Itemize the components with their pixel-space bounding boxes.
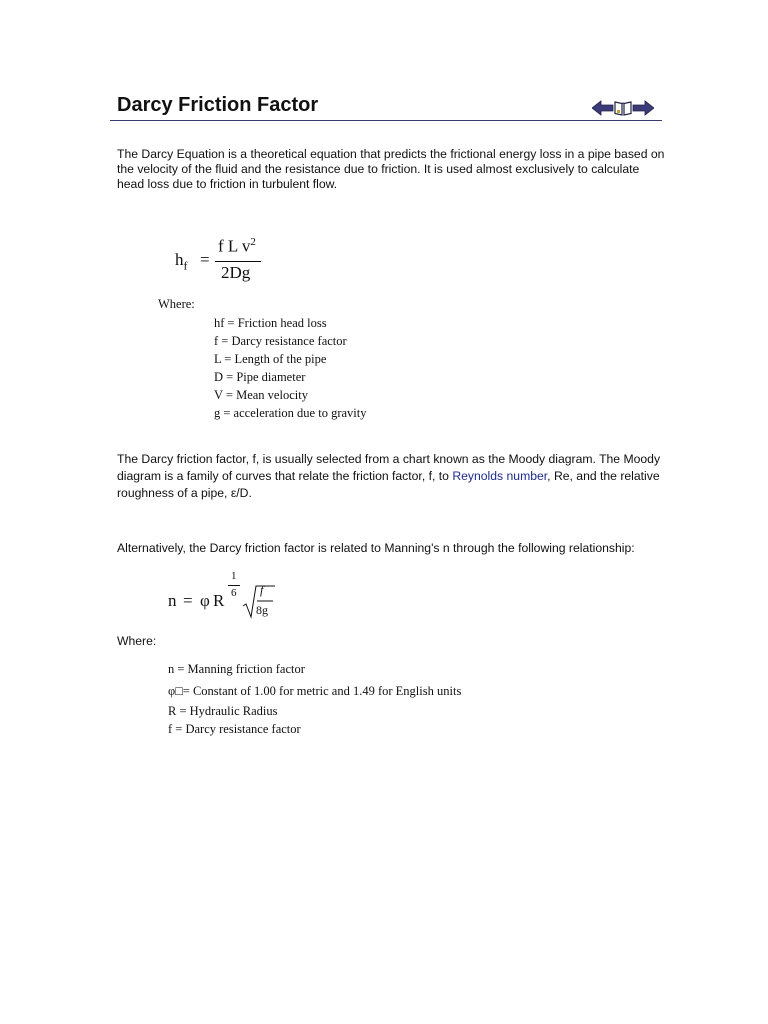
eq-denominator: 2Dg: [221, 263, 251, 282]
list-item: V = Mean velocity: [214, 388, 308, 402]
forward-arrow-icon[interactable]: [632, 100, 654, 121]
reynolds-number-link[interactable]: Reynolds number: [452, 469, 548, 483]
darcy-equation: [170, 232, 280, 288]
eq-numerator: f L $v^2$: [218, 236, 256, 256]
eq-lhs: n: [168, 591, 177, 610]
manning-equation: [168, 570, 288, 622]
nav-buttons: [592, 99, 656, 121]
sqrt-numerator: f: [260, 583, 264, 597]
eq-equals: =: [183, 591, 193, 610]
phi-symbol: φ: [200, 591, 210, 610]
back-arrow-icon[interactable]: [592, 100, 614, 121]
list-item: g = acceleration due to gravity: [214, 406, 367, 420]
list-item: R = Hydraulic Radius: [168, 704, 278, 718]
list-item: f = Darcy resistance factor: [214, 334, 347, 348]
darcy-variable-list: [214, 314, 366, 422]
list-item: L = Length of the pipe: [214, 352, 327, 366]
title-divider: [110, 120, 662, 121]
fraction-bar: [215, 261, 261, 262]
where-label: Where:: [117, 634, 157, 648]
exponent-bar: [228, 585, 240, 586]
where-label: Where:: [158, 297, 195, 311]
exponent-denominator: 6: [231, 587, 237, 599]
hydraulic-radius-symbol: R: [213, 591, 225, 610]
list-item: n = Manning friction factor: [168, 662, 305, 676]
page-title: Darcy Friction Factor: [117, 94, 319, 116]
sqrt-denominator: 8g: [256, 603, 268, 617]
moody-paragraph: The Darcy friction factor, f, is usually selected from a chart known as the Moody diagram. The Moody diagram is a family of curves that relate the friction factor, f, to Reynolds number, Re, and the relative roughness of a pipe, ε/D.: [117, 452, 661, 500]
list-item: φ□= Constant of 1.00 for metric and 1.49 for English units: [168, 684, 462, 698]
list-item: f = Darcy resistance factor: [168, 722, 301, 736]
book-icon[interactable]: [614, 99, 632, 122]
list-item: hf = Friction head loss: [214, 316, 327, 330]
intro-paragraph: The Darcy Equation is a theoretical equation that predicts the frictional energy loss in a pipe based on the velocity of the fluid and the resistance due to friction. It is used almost exclusively to calculate head loss due to friction in turbulent flow.: [117, 147, 665, 191]
manning-variable-list: [168, 660, 461, 738]
manning-intro: Alternatively, the Darcy friction factor is related to Manning's n through the following relationship:: [117, 541, 635, 555]
exponent-numerator: 1: [231, 570, 237, 582]
eq-lhs: $h_f$: [175, 250, 188, 273]
eq-equals: =: [200, 250, 210, 269]
list-item: D = Pipe diameter: [214, 370, 306, 384]
